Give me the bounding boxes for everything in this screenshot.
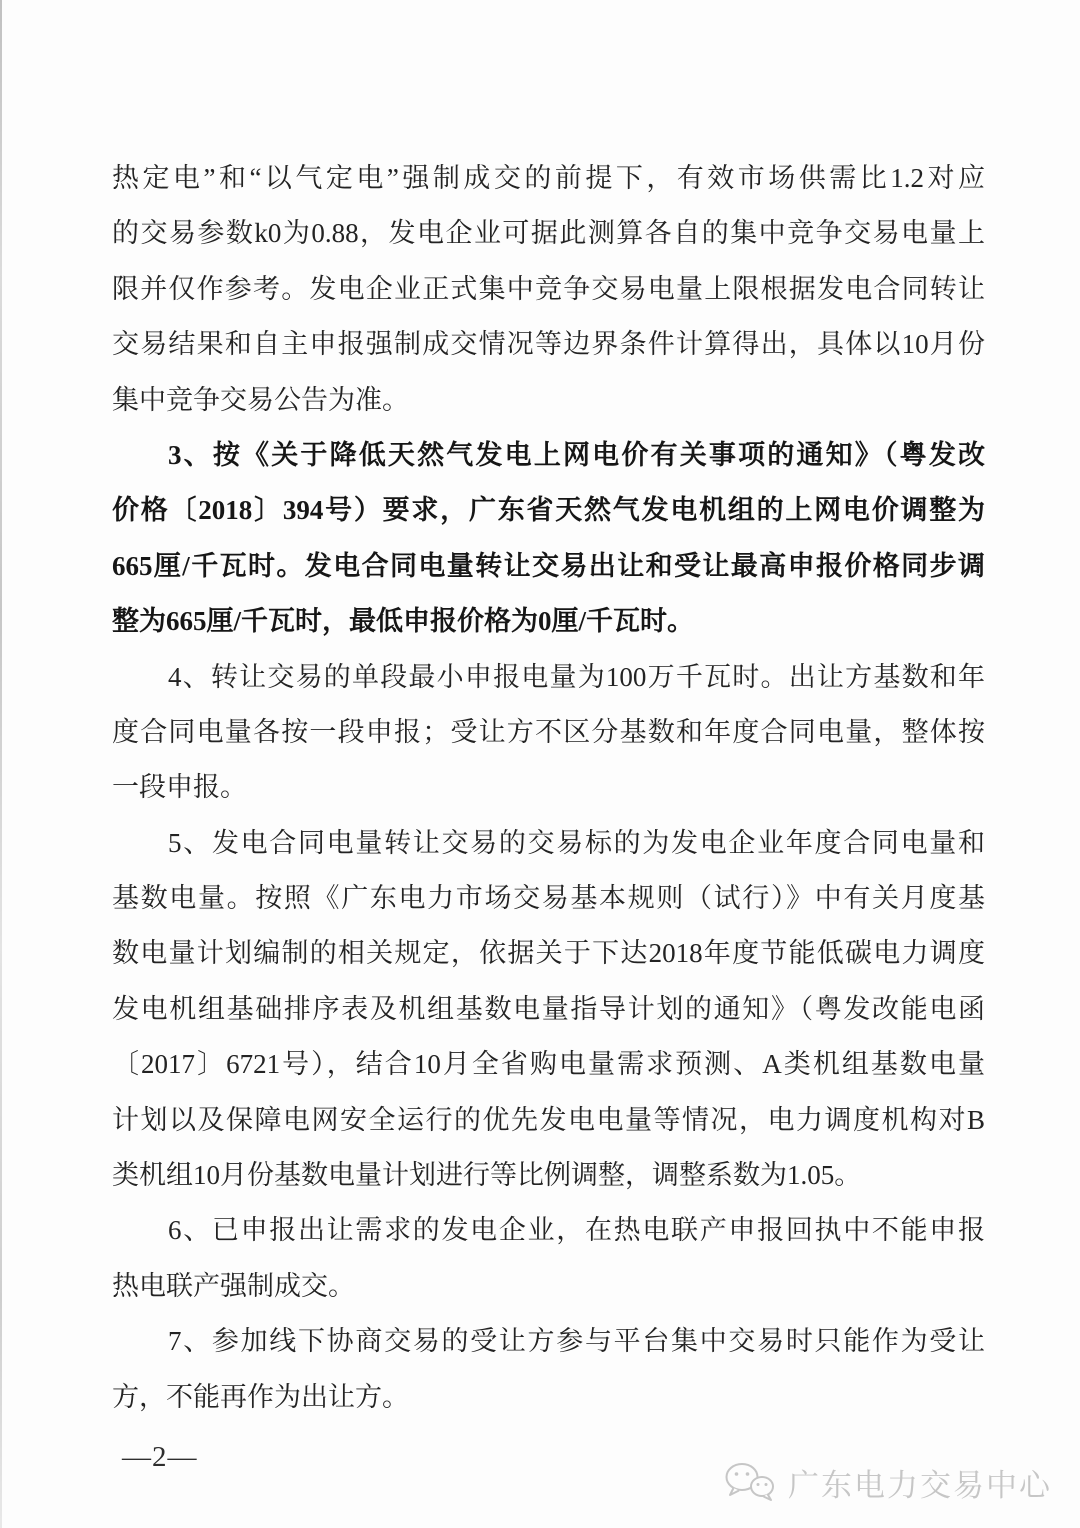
- watermark-text: 广东电力交易中心: [788, 1468, 1052, 1503]
- text-line: 发电机组基础排序表及机组基数电量指导计划的通知》（粤发改能电函: [112, 993, 985, 1024]
- text-line: 方，不能再作为出让方。: [112, 1381, 409, 1412]
- text-line: 交易结果和自主申报强制成交情况等边界条件计算得出，具体以10月份: [112, 329, 985, 360]
- text-line: 的交易参数k0为0.88，发电企业可据此测算各自的集中竞争交易电量上: [112, 218, 985, 249]
- text-line: 限并仅作参考。发电企业正式集中竞争交易电量上限根据发电合同转让: [112, 273, 985, 304]
- watermark: [724, 1460, 1052, 1505]
- text-line: 数电量计划编制的相关规定，依据关于下达2018年度节能低碳电力调度: [112, 938, 985, 969]
- text-line: 价格〔2018〕394号）要求，广东省天然气发电机组的上网电价调整为: [112, 495, 985, 526]
- text-line: 3、按《关于降低天然气发电上网电价有关事项的通知》（粤发改: [168, 439, 985, 470]
- text-line: 整为665厘/千瓦时，最低申报价格为0厘/千瓦时。: [112, 606, 695, 637]
- text-line: 5、发电合同电量转让交易的交易标的为发电企业年度合同电量和: [168, 827, 985, 858]
- page-number: —2—: [122, 1441, 198, 1473]
- document-body: [112, 151, 985, 1425]
- wechat-icon: [724, 1461, 776, 1505]
- text-line: 基数电量。按照《广东电力市场交易基本规则（试行）》中有关月度基: [112, 883, 985, 914]
- text-line: 热电联产强制成交。: [112, 1270, 355, 1301]
- text-line: 一段申报。: [112, 772, 247, 803]
- text-line: 集中竞争交易公告为准。: [112, 384, 409, 415]
- text-line: 类机组10月份基数电量计划进行等比例调整，调整系数为1.05。: [112, 1160, 862, 1191]
- scan-edge-artifact: [0, 0, 2, 1528]
- text-line: 〔2017〕6721号），结合10月全省购电量需求预测、A类机组基数电量: [112, 1049, 985, 1080]
- text-line: 度合同电量各按一段申报；受让方不区分基数和年度合同电量，整体按: [112, 716, 985, 747]
- text-line: 6、已申报出让需求的发电企业，在热电联产申报回执中不能申报: [168, 1215, 985, 1246]
- text-line: 4、转让交易的单段最小申报电量为100万千瓦时。出让方基数和年: [168, 661, 985, 692]
- text-line: 7、参加线下协商交易的受让方参与平台集中交易时只能作为受让: [168, 1326, 985, 1357]
- text-line: 计划以及保障电网安全运行的优先发电电量等情况，电力调度机构对B: [112, 1104, 985, 1135]
- text-line: 665厘/千瓦时。发电合同电量转让交易出让和受让最高申报价格同步调: [112, 550, 985, 581]
- text-line: 热定电”和“以气定电”强制成交的前提下，有效市场供需比1.2对应: [112, 163, 985, 193]
